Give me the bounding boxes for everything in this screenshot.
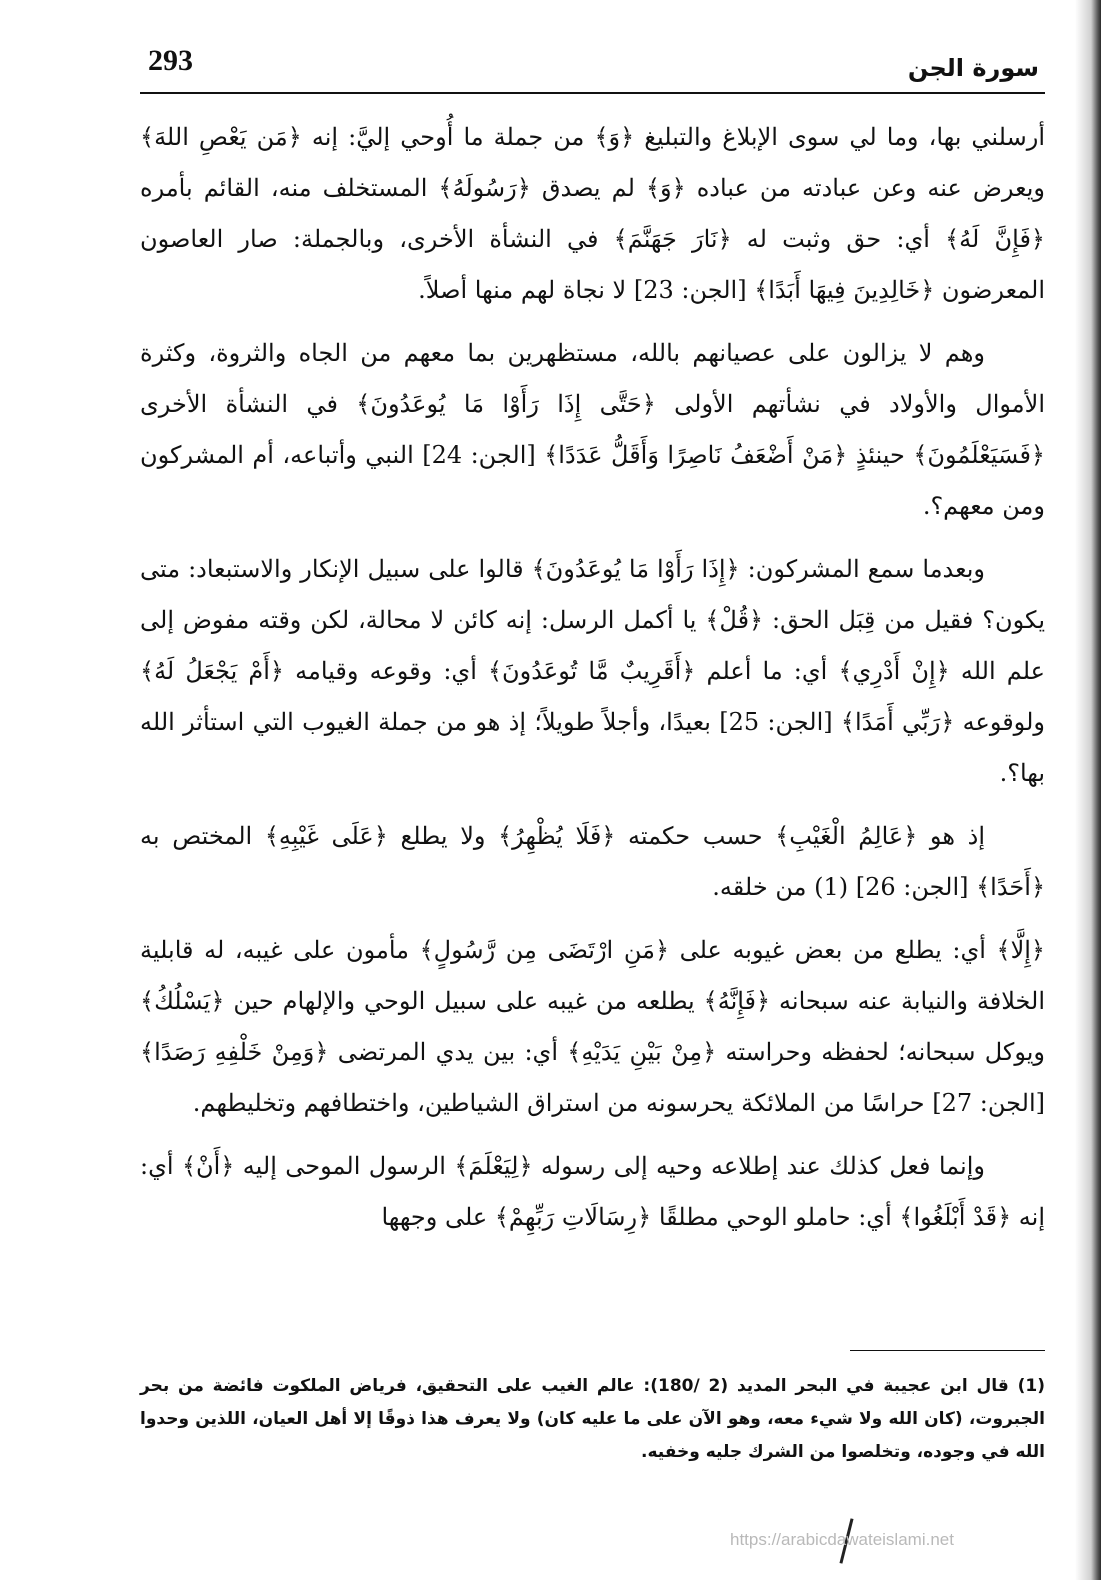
- paragraph-3: وبعدما سمع المشركون: ﴿إِذَا رَأَوْا مَا يُوعَدُونَ﴾ قالوا على سبيل الإنكار والاستبعاد: متى يكون؟ فقيل من قِبَل الحق: ﴿قُلْ﴾ يا أكمل الرسل: إنه كائن لا محالة، لكن وقته مفوض إلى علم الله ﴿إِنْ أَدْرِي﴾ أي: ما أعلم ﴿أَقَرِيبٌ مَّا تُوعَدُونَ﴾ أي: وقوعه وقيامه ﴿أَمْ يَجْعَلُ لَهُ﴾ ولوقوعه ﴿رَبِّي أَمَدًا﴾ [الجن: 25] بعيدًا، وأجلاً طويلاً؛ إذ هو من جملة الغيوب التي استأثر الله بها؟.: [140, 555, 1045, 787]
- page-header: [140, 40, 1045, 94]
- main-text: [140, 112, 1045, 1255]
- paragraph-4: إذ هو ﴿عَالِمُ الْغَيْبِ﴾ حسب حكمته ﴿فَلَا يُظْهِرُ﴾ ولا يطلع ﴿عَلَى غَيْبِهِ﴾ المختص به ﴿أَحَدًا﴾ [الجن: 26] (1) من خلقه.: [140, 822, 1045, 901]
- footnote-divider: [850, 1350, 1045, 1351]
- paragraph-2: وهم لا يزالون على عصيانهم بالله، مستظهرين بما معهم من الجاه والثروة، وكثرة الأموال والأولاد في نشأتهم الأولى ﴿حَتَّى إِذَا رَأَوْا مَا يُوعَدُونَ﴾ في النشأة الأخرى ﴿فَسَيَعْلَمُونَ﴾ حينئذٍ ﴿مَنْ أَضْعَفُ نَاصِرًا وَأَقَلُّ عَدَدًا﴾ [الجن: 24] النبي وأتباعه، أم المشركون ومن معهم؟.: [140, 339, 1045, 520]
- footnote: (1) قال ابن عجيبة في البحر المديد (2 /180): عالم الغيب على التحقيق، فرياض الملكوت فائضة من بحر الجبروت، (كان الله ولا شيء معه، وهو الآن على ما عليه كان) ولا يعرف هذا ذوقًا إلا أهل العيان، اللذين وحدوا الله في وجوده، وتخلصوا من الشرك جليه وخفيه.: [140, 1376, 1045, 1462]
- paragraph-5: ﴿إِلَّا﴾ أي: يطلع من بعض غيوبه على ﴿مَنِ ارْتَضَى مِن رَّسُولٍ﴾ مأمون على غيبه، له قابلية الخلافة والنيابة عنه سبحانه ﴿فَإِنَّهُ﴾ يطلعه من غيبه على سبيل الوحي والإلهام حين ﴿يَسْلُكُ﴾ ويوكل سبحانه؛ لحفظه وحراسته ﴿مِنْ بَيْنِ يَدَيْهِ﴾ أي: بين يدي المرتضى ﴿وَمِنْ خَلْفِهِ رَصَدًا﴾ [الجن: 27] حراسًا من الملائكة يحرسونه من استراق الشياطين، واختطافهم وتخليطهم.: [140, 936, 1045, 1117]
- surah-title: سورة الجن: [907, 54, 1039, 82]
- watermark: https://arabicdawateislami.net: [730, 1530, 954, 1549]
- page-number: 293: [148, 44, 193, 77]
- paragraph-6: وإنما فعل كذلك عند إطلاعه وحيه إلى رسوله ﴿لِيَعْلَمَ﴾ الرسول الموحى إليه ﴿أَنْ﴾ أي: إنه ﴿قَدْ أَبْلَغُوا﴾ أي: حاملو الوحي مطلقًا ﴿رِسَالَاتِ رَبِّهِمْ﴾ على وجهها: [140, 1152, 1045, 1231]
- paragraph-1: أرسلني بها، وما لي سوى الإبلاغ والتبليغ ﴿وَ﴾ من جملة ما أُوحي إليَّ: إنه ﴿مَن يَعْصِ اللهَ﴾ ويعرض عنه وعن عبادته من عباده ﴿وَ﴾ لم يصدق ﴿رَسُولَهُ﴾ المستخلف منه، القائم بأمره ﴿فَإِنَّ لَهُ﴾ أي: حق وثبت له ﴿نَارَ جَهَنَّمَ﴾ في النشأة الأخرى، وبالجملة: صار العاصون المعرضون ﴿خَالِدِينَ فِيهَا أَبَدًا﴾ [الجن: 23] لا نجاة لهم منها أصلاً.: [140, 123, 1045, 304]
- scan-edge-shadow: [1075, 0, 1101, 1580]
